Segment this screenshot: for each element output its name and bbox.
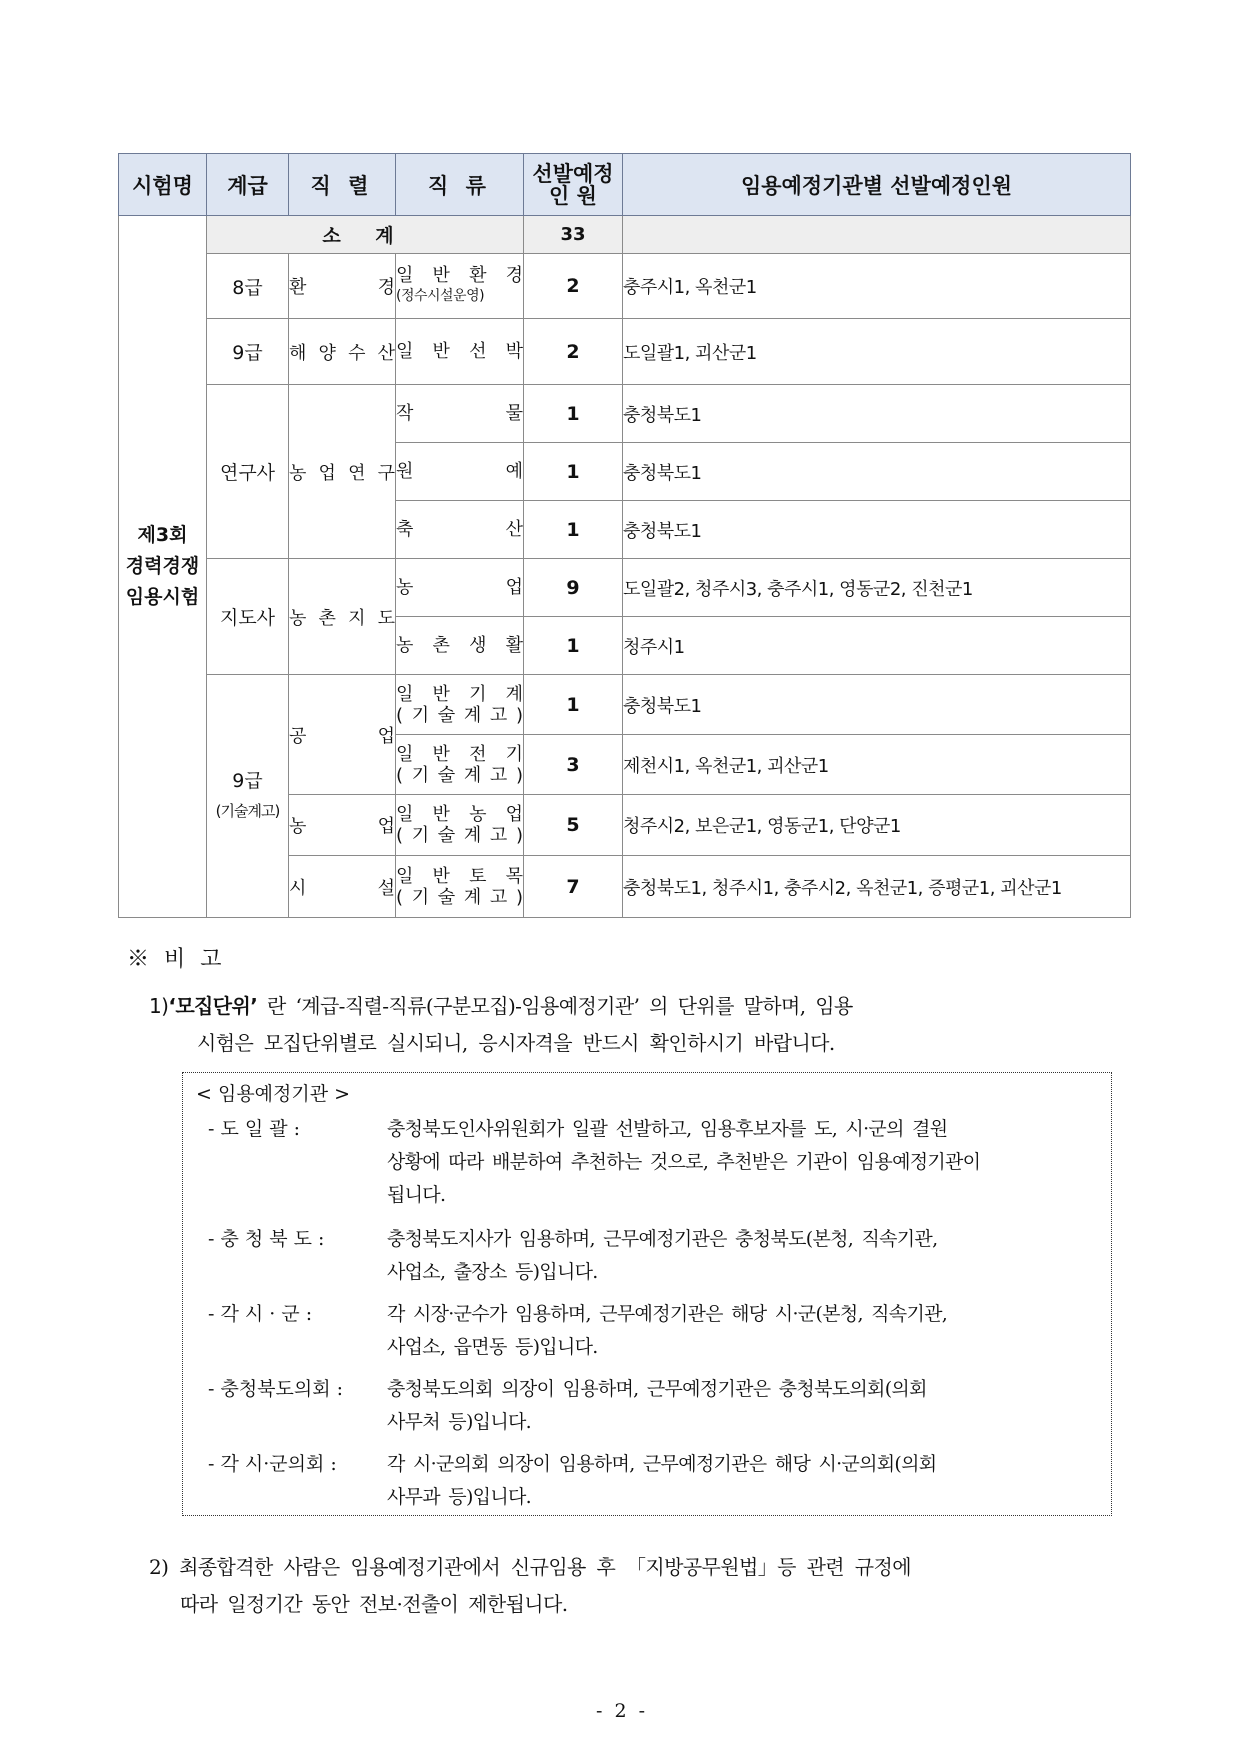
series-cell xyxy=(289,319,396,385)
grade-cell: 9급 (기술계고) xyxy=(207,675,289,918)
agency-cell: 충청북도1, 청주시1, 충주시2, 옥천군1, 증평군1, 괴산군1 xyxy=(623,856,1131,918)
class-text: 일 반 토 목 xyxy=(396,865,523,887)
agency-cell: 충청북도1 xyxy=(623,675,1131,735)
series-cell xyxy=(289,559,396,675)
count-cell: 5 xyxy=(524,795,623,856)
note-1-line-1: 1)‘모집단위’ 란 ‘계급-직렬-직류(구분모집)-임용예정기관’ 의 단위를 말하며, 임용 xyxy=(149,994,853,1018)
agency-cell: 충주시1, 옥천군1 xyxy=(623,254,1131,319)
class-subtext: ( 기 술 계 고 ) xyxy=(396,886,523,908)
table-row xyxy=(119,385,1131,443)
series-text: 환 경 xyxy=(289,277,395,298)
series-cell xyxy=(289,856,396,918)
class-cell xyxy=(396,675,524,735)
class-text: 농 촌 생 활 xyxy=(396,635,523,656)
class-cell xyxy=(396,501,524,559)
definition-line: 충청북도지사가 임용하며, 근무예정기관은 충청북도(본청, 직속기관, xyxy=(387,1228,938,1250)
class-cell xyxy=(396,443,524,501)
agency-cell: 도일괄2, 청주시3, 충주시1, 영동군2, 진천군1 xyxy=(623,559,1131,617)
definition-line: 충청북도인사위원회가 일괄 선발하고, 임용후보자를 도, 시·군의 결원 xyxy=(387,1118,948,1140)
selection-table xyxy=(118,153,1131,918)
definition-line: 상황에 따라 배분하여 추천하는 것으로, 추천받은 기관이 임용예정기관이 xyxy=(387,1151,981,1173)
table-row xyxy=(119,675,1131,735)
class-text: 일 반 농 업 xyxy=(396,804,523,825)
table-header-row xyxy=(119,154,1131,216)
class-subtext: (정수시설운영) xyxy=(396,288,485,304)
class-text: 일 반 기 계 xyxy=(396,683,523,705)
note-1-line-2: 시험은 모집단위별로 실시되니, 응시자격을 반드시 확인하시기 바랍니다. xyxy=(197,1031,835,1055)
subtotal-row xyxy=(119,216,1131,254)
agency-box-title: < 임용예정기관 > xyxy=(196,1083,351,1105)
agency-cell: 충청북도1 xyxy=(623,501,1131,559)
grade-cell: 8급 xyxy=(207,254,289,319)
header-by-agency: 임용예정기관별 선발예정인원 xyxy=(623,154,1131,216)
series-text: 시 설 xyxy=(289,877,395,899)
grade-cell: 연구사 xyxy=(207,385,289,559)
count-cell: 1 xyxy=(524,501,623,559)
series-cell xyxy=(289,385,396,559)
series-cell xyxy=(289,795,396,856)
subtotal-count: 33 xyxy=(524,216,623,254)
page-number: - 2 - xyxy=(596,1700,649,1722)
count-cell: 1 xyxy=(524,443,623,501)
class-cell xyxy=(396,385,524,443)
count-cell: 7 xyxy=(524,856,623,918)
subtotal-label: 소 계 xyxy=(207,216,524,254)
header-class: 직 류 xyxy=(396,154,524,216)
grade-cell: 지도사 xyxy=(207,559,289,675)
series-cell xyxy=(289,254,396,319)
class-cell xyxy=(396,319,524,385)
count-cell: 1 xyxy=(524,675,623,735)
count-cell: 1 xyxy=(524,617,623,675)
definition-term: - 충 청 북 도 : xyxy=(208,1228,325,1250)
definition-line: 사무과 등)입니다. xyxy=(387,1486,531,1508)
table-row xyxy=(119,319,1131,385)
count-cell: 2 xyxy=(524,319,623,385)
series-text: 공 업 xyxy=(289,725,395,747)
count-cell: 3 xyxy=(524,735,623,795)
series-text: 농 촌 지 도 xyxy=(289,607,395,629)
note-2-line-1: 2) 최종합격한 사람은 임용예정기관에서 신규임용 후 「지방공무원법」등 관련 규정에 xyxy=(149,1555,911,1579)
series-text: 농 업 연 구 xyxy=(289,462,395,484)
agency-cell: 충청북도1 xyxy=(623,385,1131,443)
class-text: 작 물 xyxy=(396,403,523,424)
definition-line: 됩니다. xyxy=(387,1184,446,1206)
class-cell xyxy=(396,254,524,319)
agency-cell: 제천시1, 옥천군1, 괴산군1 xyxy=(623,735,1131,795)
grade-cell: 9급 xyxy=(207,319,289,385)
header-grade: 계급 xyxy=(207,154,289,216)
definition-line: 사업소, 출장소 등)입니다. xyxy=(387,1261,598,1283)
class-subtext: ( 기 술 계 고 ) xyxy=(396,764,523,786)
series-text: 해 양 수 산 xyxy=(289,342,395,364)
agency-cell: 충청북도1 xyxy=(623,443,1131,501)
class-cell xyxy=(396,559,524,617)
agency-cell: 청주시2, 보은군1, 영동군1, 단양군1 xyxy=(623,795,1131,856)
class-text: 농 업 xyxy=(396,577,523,598)
class-subtext: ( 기 술 계 고 ) xyxy=(396,825,523,846)
series-text: 농 업 xyxy=(289,816,395,837)
class-subtext: ( 기 술 계 고 ) xyxy=(396,704,523,726)
count-cell: 2 xyxy=(524,254,623,319)
subtotal-empty xyxy=(623,216,1131,254)
count-cell: 9 xyxy=(524,559,623,617)
count-cell: 1 xyxy=(524,385,623,443)
definition-line: 사무처 등)입니다. xyxy=(387,1411,531,1433)
header-series: 직 렬 xyxy=(289,154,396,216)
definition-line: 각 시·군의회 의장이 임용하며, 근무예정기관은 해당 시·군의회(의회 xyxy=(387,1453,937,1475)
agency-cell: 청주시1 xyxy=(623,617,1131,675)
definition-term: - 각 시 · 군 : xyxy=(208,1303,313,1325)
definition-line: 사업소, 읍면동 등)입니다. xyxy=(387,1336,598,1358)
exam-name-cell: 제3회 경력경쟁 임용시험 xyxy=(119,216,207,918)
definition-line: 충청북도의회 의장이 임용하며, 근무예정기관은 충청북도의회(의회 xyxy=(387,1378,927,1400)
note-2-line-2: 따라 일정기간 동안 전보·전출이 제한됩니다. xyxy=(180,1592,568,1616)
class-text: 축 산 xyxy=(396,519,523,540)
class-cell xyxy=(396,735,524,795)
table-row xyxy=(119,559,1131,617)
definition-term: - 각 시·군의회 : xyxy=(208,1453,337,1475)
class-cell xyxy=(396,617,524,675)
definition-line: 각 시장·군수가 임용하며, 근무예정기관은 해당 시·군(본청, 직속기관, xyxy=(387,1303,948,1325)
table-row xyxy=(119,254,1131,319)
agency-cell: 도일괄1, 괴산군1 xyxy=(623,319,1131,385)
definition-term: - 충청북도의회 : xyxy=(208,1378,344,1400)
header-planned: 선발예정 인 원 xyxy=(524,154,623,216)
definition-term: - 도 일 괄 : xyxy=(208,1118,301,1140)
class-text: 일 반 전 기 xyxy=(396,743,523,765)
series-cell xyxy=(289,675,396,795)
class-cell xyxy=(396,856,524,918)
class-text: 원 예 xyxy=(396,461,523,482)
header-exam: 시험명 xyxy=(119,154,207,216)
class-cell xyxy=(396,795,524,856)
class-text: 일 반 환 경 xyxy=(396,265,523,286)
class-text: 일 반 선 박 xyxy=(396,341,523,362)
notes-title: ※ 비 고 xyxy=(127,947,226,972)
